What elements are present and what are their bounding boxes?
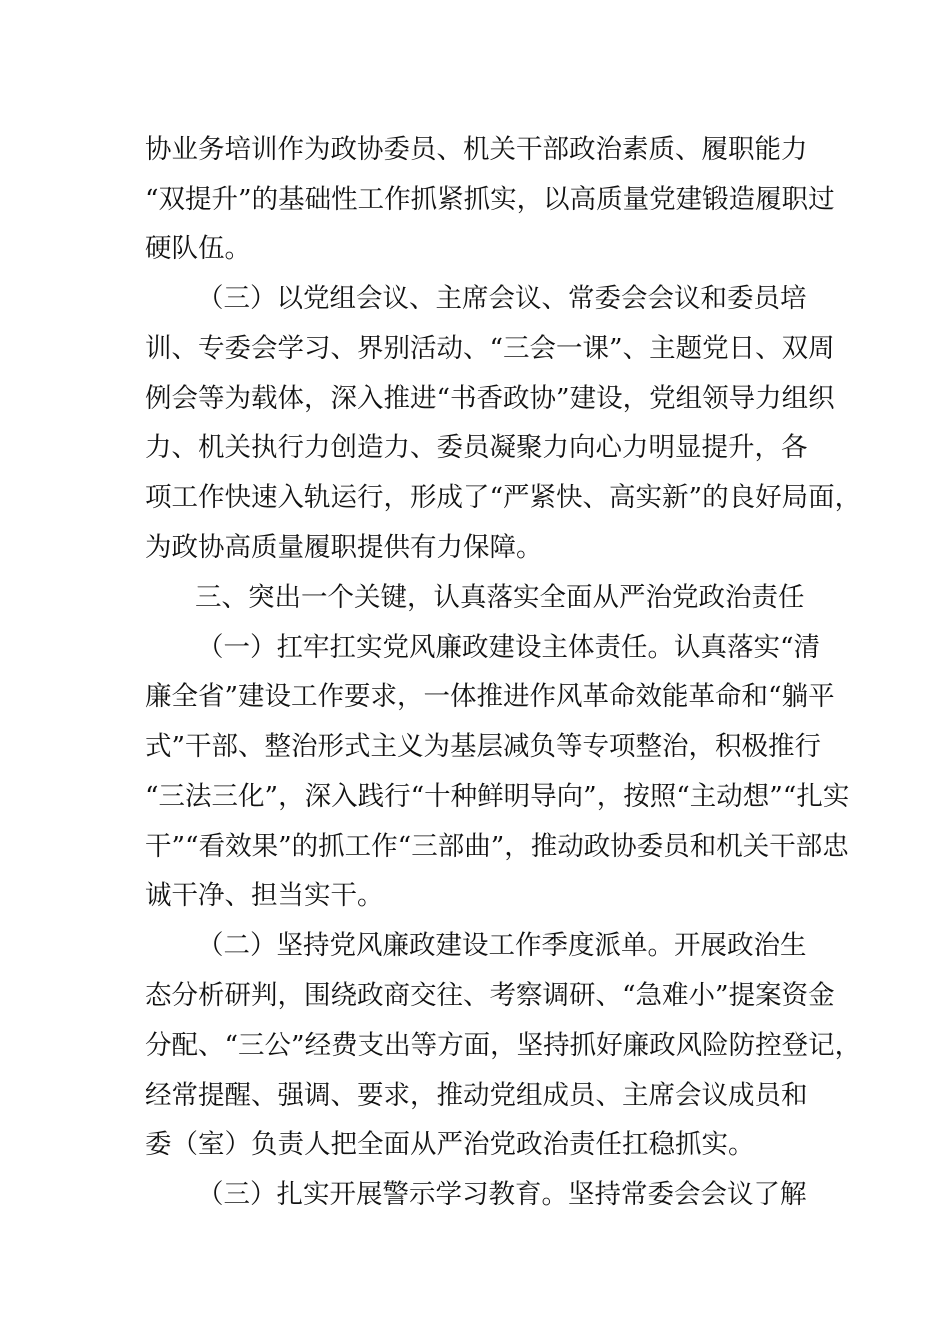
text-line: 态分析研判，围绕政商交往、考察调研、“急难小”提案资金 <box>145 980 835 1011</box>
text-line: 式”干部、整治形式主义为基层减负等专项整治，积极推行 <box>145 731 822 762</box>
text-line: 分配、“三公”经费支出等方面，坚持抓好廉政风险防控登记， <box>145 1030 862 1061</box>
text-line: 力、机关执行力创造力、委员凝聚力向心力明显提升，各 <box>145 432 808 463</box>
paragraph-heading: （一）扛牢扛实党风廉政建设主体责任。认真落实“清 <box>197 632 821 663</box>
text-line: 训、专委会学习、界别活动、“三会一课”、主题党日、双周 <box>145 333 835 364</box>
text-line: 项工作快速入轨运行，形成了“严紧快、高实新”的良好局面， <box>145 482 862 513</box>
text-line: “三法三化”，深入践行“十种鲜明导向”，按照“主动想”“扎实 <box>145 781 850 812</box>
paragraph-heading: （三）以党组会议、主席会议、常委会会议和委员培 <box>197 283 807 314</box>
text-line: 委（室）负责人把全面从严治党政治责任扛稳抓实。 <box>145 1129 755 1160</box>
section-heading: 三、突出一个关键，认真落实全面从严治党政治责任 <box>195 582 805 613</box>
text-line: “双提升”的基础性工作抓紧抓实，以高质量党建锻造履职过 <box>145 184 835 215</box>
paragraph-heading: （三）扎实开展警示学习教育。坚持常委会会议了解 <box>197 1179 807 1210</box>
text-line: 干”“看效果”的抓工作“三部曲”，推动政协委员和机关干部忠 <box>145 831 849 862</box>
text-line: 为政协高质量履职提供有力保障。 <box>145 532 543 563</box>
text-line: 协业务培训作为政协委员、机关干部政治素质、履职能力 <box>145 134 808 165</box>
text-line: 诚干净、担当实干。 <box>145 880 384 911</box>
text-line: 廉全省”建设工作要求，一体推进作风革命效能革命和“躺平 <box>145 681 835 712</box>
text-line: 例会等为载体，深入推进“书香政协”建设，党组领导力组织 <box>145 383 835 414</box>
text-line: 经常提醒、强调、要求，推动党组成员、主席会议成员和 <box>145 1080 808 1111</box>
paragraph-heading: （二）坚持党风廉政建设工作季度派单。开展政治生 <box>197 930 807 961</box>
text-line: 硬队伍。 <box>145 233 251 264</box>
